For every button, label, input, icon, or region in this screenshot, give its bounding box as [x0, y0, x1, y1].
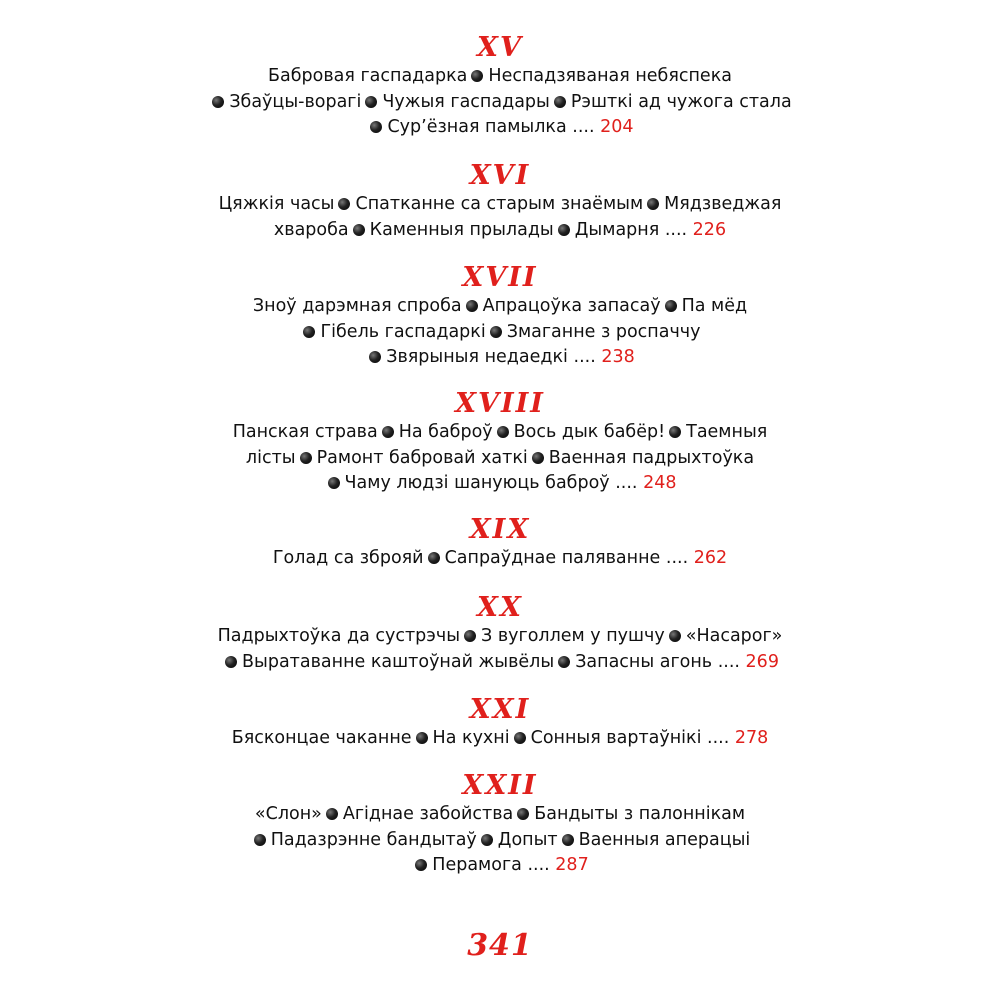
chapter-numeral: XX: [477, 592, 523, 623]
section-line: [0, 802, 1000, 828]
section-title: Вось дык бабёр!: [513, 422, 666, 442]
bullet-icon: [490, 326, 502, 338]
section-line: [0, 345, 1000, 371]
chapter-page-number: 226: [692, 219, 727, 240]
chapter-entry: [0, 772, 1000, 879]
chapter-sections: [0, 624, 1000, 675]
section-line: [0, 320, 1000, 346]
bullet-icon: [300, 452, 312, 464]
chapter-numeral: XV: [477, 32, 523, 63]
section-title: Бандыты з палоннікам: [534, 804, 746, 824]
chapter-sections: [0, 546, 1000, 572]
chapter-entry: [0, 390, 1000, 497]
bullet-icon: [497, 426, 509, 438]
chapter-numeral: XVII: [462, 262, 538, 293]
bullet-icon: [328, 477, 340, 489]
bullet-icon: [464, 630, 476, 642]
section-line: [0, 115, 1000, 141]
chapter-page-number: 248: [643, 473, 677, 493]
bullet-icon: [669, 426, 681, 438]
chapter-sections: [0, 192, 1000, 243]
page-number: 341: [467, 928, 533, 963]
section-title: Падрыхтоўка да сустрэчы: [217, 626, 461, 646]
chapter-numeral: XIX: [469, 514, 531, 545]
section-title: Таемныя: [686, 422, 768, 442]
section-title: Мядзведжая: [664, 194, 782, 214]
section-title: Рэшткі ад чужога стала: [570, 91, 792, 112]
section-line: [0, 828, 1000, 854]
section-title: Спатканне са старым знаёмым: [355, 194, 644, 214]
bullet-icon: [365, 96, 377, 108]
section-title: Звярыныя недаедкі: [386, 347, 568, 367]
bullet-icon: [303, 326, 315, 338]
bullet-icon: [466, 300, 478, 312]
chapter-numeral: XVIII: [455, 388, 545, 419]
section-line: [0, 64, 1000, 90]
section-title: Па мёд: [681, 296, 748, 316]
chapter-sections: [0, 64, 1000, 141]
section-line: [0, 546, 1000, 572]
bullet-icon: [558, 224, 570, 236]
chapter-numeral: XXI: [469, 694, 531, 725]
chapter-sections: [0, 420, 1000, 497]
section-title: лісты: [245, 447, 296, 468]
chapter-page-number: 204: [600, 117, 634, 137]
chapter-entry: [0, 594, 1000, 675]
section-title: Выратаванне каштоўнай жывёлы: [242, 651, 555, 672]
chapter-entry: [0, 34, 1000, 141]
bullet-icon: [326, 808, 338, 820]
section-line: [0, 726, 1000, 752]
chapter-sections: [0, 294, 1000, 371]
bullet-icon: [415, 859, 427, 871]
bullet-icon: [532, 452, 544, 464]
section-title: Неспадзяваная небяспека: [488, 66, 732, 86]
bullet-icon: [370, 121, 382, 133]
bullet-icon: [471, 70, 483, 82]
section-line: [0, 192, 1000, 218]
section-title: Сонныя вартаўнікі: [530, 728, 702, 748]
bullet-icon: [416, 732, 428, 744]
section-title: Змаганне з роспаччу: [506, 321, 701, 342]
section-line: [0, 446, 1000, 472]
section-title: Апрацоўка запасаў: [482, 296, 661, 316]
section-title: хвароба: [273, 219, 349, 240]
section-title: Бясконцае чаканне: [231, 728, 412, 748]
section-title: Каменныя прылады: [369, 219, 554, 240]
section-title: Бабровая гаспадарка: [268, 66, 468, 86]
section-title: Дымарня: [574, 219, 660, 240]
bullet-icon: [517, 808, 529, 820]
section-title: Сапраўднае паляванне: [444, 548, 661, 568]
leader-dots: ....: [717, 651, 740, 672]
chapter-sections: [0, 802, 1000, 879]
bullet-icon: [369, 351, 381, 363]
section-title: Гібель гаспадаркі: [320, 321, 486, 342]
chapter-page-number: 262: [693, 548, 728, 568]
leader-dots: ....: [707, 728, 730, 748]
leader-dots: ....: [665, 548, 689, 568]
chapter-numeral: XXII: [462, 770, 538, 801]
chapter-page-number: 269: [745, 651, 779, 672]
section-title: Запасны агонь: [575, 651, 713, 672]
leader-dots: ....: [664, 219, 688, 240]
chapter-entry: [0, 696, 1000, 752]
bullet-icon: [254, 834, 266, 846]
leader-dots: ....: [615, 473, 638, 493]
bullet-icon: [514, 732, 526, 744]
section-line: [0, 853, 1000, 879]
section-title: Рамонт бабровай хаткі: [316, 447, 528, 468]
bullet-icon: [562, 834, 574, 846]
section-title: На кухні: [432, 728, 510, 748]
bullet-icon: [225, 656, 237, 668]
bullet-icon: [353, 224, 365, 236]
bullet-icon: [338, 198, 350, 210]
section-line: [0, 90, 1000, 116]
section-title: Падазрэнне бандытаў: [270, 829, 477, 850]
chapter-page-number: 278: [734, 728, 769, 748]
leader-dots: ....: [527, 855, 550, 875]
section-title: Чужыя гаспадары: [382, 91, 550, 112]
section-title: Голад са зброяй: [272, 548, 424, 568]
chapter-sections: [0, 726, 1000, 752]
section-line: [0, 471, 1000, 497]
section-title: Панская страва: [232, 422, 378, 442]
bullet-icon: [558, 656, 570, 668]
section-title: Ваенная падрыхтоўка: [548, 447, 755, 468]
bullet-icon: [647, 198, 659, 210]
bullet-icon: [481, 834, 493, 846]
section-line: [0, 218, 1000, 244]
bullet-icon: [382, 426, 394, 438]
section-title: Цяжкія часы: [218, 194, 335, 214]
chapter-page-number: 238: [601, 347, 635, 367]
leader-dots: ....: [572, 117, 595, 137]
section-title: З вуголлем у пушчу: [481, 626, 665, 646]
bullet-icon: [669, 630, 681, 642]
chapter-page-number: 287: [555, 855, 589, 875]
section-line: [0, 650, 1000, 676]
section-line: [0, 624, 1000, 650]
bullet-icon: [554, 96, 566, 108]
section-title: Агіднае забойства: [342, 804, 514, 824]
bullet-icon: [665, 300, 677, 312]
section-line: [0, 420, 1000, 446]
section-title: Перамога: [432, 855, 522, 875]
section-title: Збаўцы-ворагі: [229, 91, 362, 112]
section-title: Зноў дарэмная спроба: [252, 296, 462, 316]
section-title: «Насарог»: [685, 626, 783, 646]
bullet-icon: [212, 96, 224, 108]
section-title: Допыт: [497, 829, 558, 850]
section-line: [0, 294, 1000, 320]
section-title: Сур’ёзная памылка: [387, 117, 567, 137]
chapter-entry: [0, 264, 1000, 371]
section-title: «Слон»: [254, 804, 322, 824]
section-title: Ваенныя аперацыі: [578, 829, 751, 850]
section-title: Чаму людзі шануюць баброў: [344, 473, 610, 493]
section-title: На баброў: [398, 422, 493, 442]
chapter-entry: [0, 162, 1000, 243]
chapter-numeral: XVI: [469, 160, 531, 191]
bullet-icon: [428, 552, 440, 564]
chapter-entry: [0, 516, 1000, 572]
leader-dots: ....: [573, 347, 596, 367]
